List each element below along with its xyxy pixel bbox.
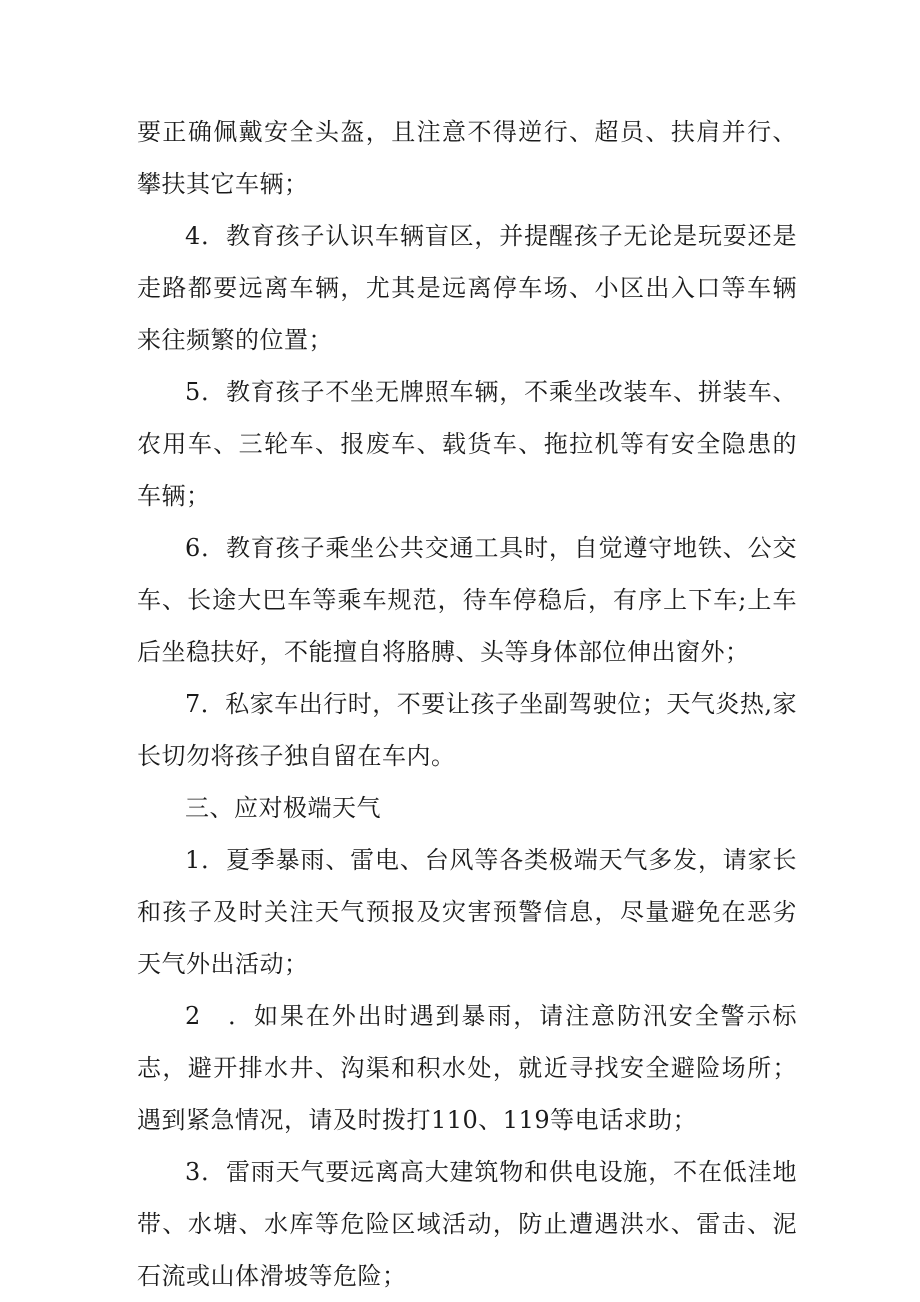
paragraph-8: 2 ．如果在外出时遇到暴雨，请注意防汛安全警示标志，避开排水井、沟渠和积水处，就近寻找安全避险场所；遇到紧急情况，请及时拨打110、119等电话求助； bbox=[137, 1002, 797, 1134]
paragraph-4: 6．教育孩子乘坐公共交通工具时，自觉遵守地铁、公交车、长途大巴车等乘车规范，待车停稳后，有序上下车;上车后坐稳扶好，不能擅自将胳膊、头等身体部位伸出窗外； bbox=[137, 534, 797, 666]
paragraph-1: 要正确佩戴安全头盔，且注意不得逆行、超员、扶肩并行、攀扶其它车辆； bbox=[137, 118, 797, 198]
paragraph-7: 1．夏季暴雨、雷电、台风等各类极端天气多发，请家长和孩子及时关注天气预报及灾害预警信息，尽量避免在恶劣天气外出活动； bbox=[137, 846, 797, 978]
paragraph-3: 5．教育孩子不坐无牌照车辆，不乘坐改装车、拼装车、农用车、三轮车、报废车、载货车、拖拉机等有安全隐患的车辆； bbox=[137, 378, 797, 510]
section-heading: 三、应对极端天气 bbox=[185, 794, 381, 822]
paragraph-2: 4．教育孩子认识车辆盲区，并提醒孩子无论是玩耍还是走路都要远离车辆，尤其是远离停车场、小区出入口等车辆来往频繁的位置； bbox=[137, 222, 797, 354]
paragraph-5: 7．私家车出行时，不要让孩子坐副驾驶位；天气炎热,家长切勿将孩子独自留在车内。 bbox=[137, 690, 797, 770]
document-body bbox=[137, 106, 797, 1302]
paragraph-9: 3．雷雨天气要远离高大建筑物和供电设施，不在低洼地带、水塘、水库等危险区域活动，防止遭遇洪水、雷击、泥石流或山体滑坡等危险； bbox=[137, 1158, 797, 1290]
